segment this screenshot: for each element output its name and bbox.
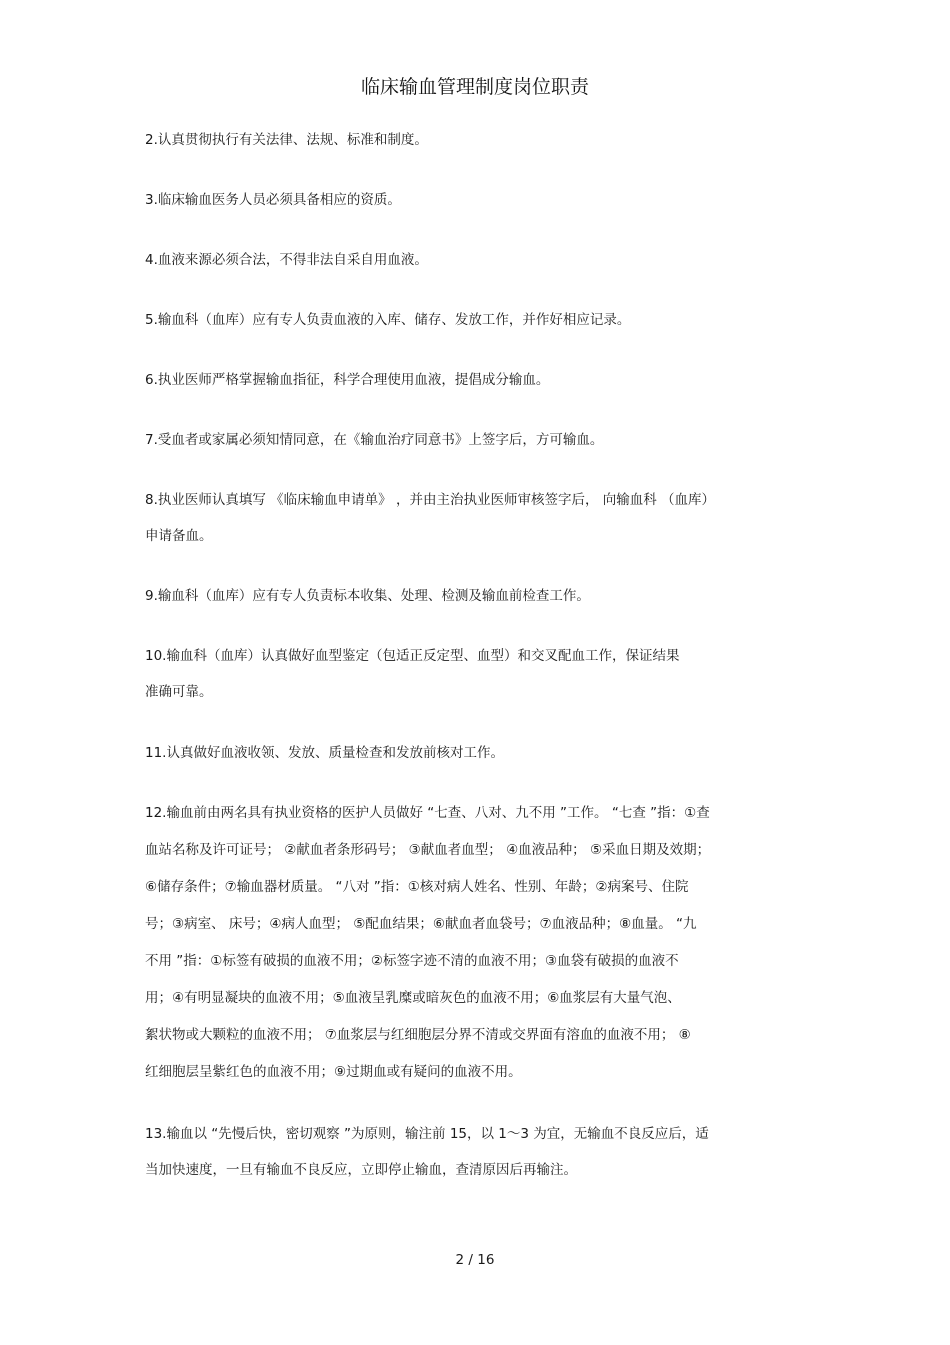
text-line: 6.执业医师严格掌握输血指征，科学合理使用血液，提倡成分输血。 xyxy=(145,372,550,388)
text-line: 11.认真做好血液收领、发放、质量检查和发放前核对工作。 xyxy=(145,745,504,761)
text-line: 3.临床输血医务人员必须具备相应的资质。 xyxy=(145,192,401,208)
text-line: 絮状物或大颗粒的血液不用； ⑦血浆层与红细胞层分界不清或交界面有溶血的血液不用； ⑧ xyxy=(145,1027,691,1043)
text-line: 用；④有明显凝块的血液不用；⑤血液呈乳糜或暗灰色的血液不用；⑥血浆层有大量气泡、 xyxy=(145,990,681,1006)
text-line: 2.认真贯彻执行有关法律、法规、标准和制度。 xyxy=(145,132,428,148)
text-line: ⑥储存条件；⑦输血器材质量。 “八对 ”指：①核对病人姓名、性别、年龄；②病案号、住院 xyxy=(145,879,689,895)
text-line: 5.输血科（血库）应有专人负责血液的入库、储存、发放工作，并作好相应记录。 xyxy=(145,312,631,328)
text-line: 当加快速度，一旦有输血不良反应，立即停止输血，查清原因后再输注。 xyxy=(145,1162,577,1178)
text-line: 8.执业医师认真填写 《临床输血申请单》 ，并由主治执业医师审核签字后， 向输血科 （血库） xyxy=(145,492,716,508)
text-line: 准确可靠。 xyxy=(145,684,213,700)
page-number: 2 / 16 xyxy=(455,1252,495,1268)
text-line: 申请备血。 xyxy=(145,528,213,544)
text-line: 13.输血以 “先慢后快，密切观察 ”为原则，输注前 15，以 1～3 为宜，无输血不良反应后，适 xyxy=(145,1126,709,1142)
text-line: 红细胞层呈紫红色的血液不用；⑨过期血或有疑问的血液不用。 xyxy=(145,1064,522,1080)
text-line: 7.受血者或家属必须知情同意，在《输血治疗同意书》上签字后，方可输血。 xyxy=(145,432,604,448)
document-title: 临床输血管理制度岗位职责 xyxy=(360,76,589,98)
text-line: 4.血液来源必须合法，不得非法自采自用血液。 xyxy=(145,252,428,268)
text-line: 血站名称及许可证号； ②献血者条形码号； ③献血者血型； ④血液品种； ⑤采血日期及效期； xyxy=(145,842,711,858)
text-line: 号；③病室、 床号；④病人血型； ⑤配血结果；⑥献血者血袋号；⑦血液品种；⑧血量。 “九 xyxy=(145,916,697,932)
text-line: 9.输血科（血库）应有专人负责标本收集、处理、检测及输血前检查工作。 xyxy=(145,588,590,604)
text-line: 12.输血前由两名具有执业资格的医护人员做好 “七查、八对、九不用 ”工作。 “七查 ”指：①查 xyxy=(145,805,710,821)
text-line: 10.输血科（血库）认真做好血型鉴定（包适正反定型、血型）和交叉配血工作，保证结果 xyxy=(145,648,680,664)
text-line: 不用 ”指：①标签有破损的血液不用；②标签字迹不清的血液不用；③血袋有破损的血液不 xyxy=(145,953,679,969)
